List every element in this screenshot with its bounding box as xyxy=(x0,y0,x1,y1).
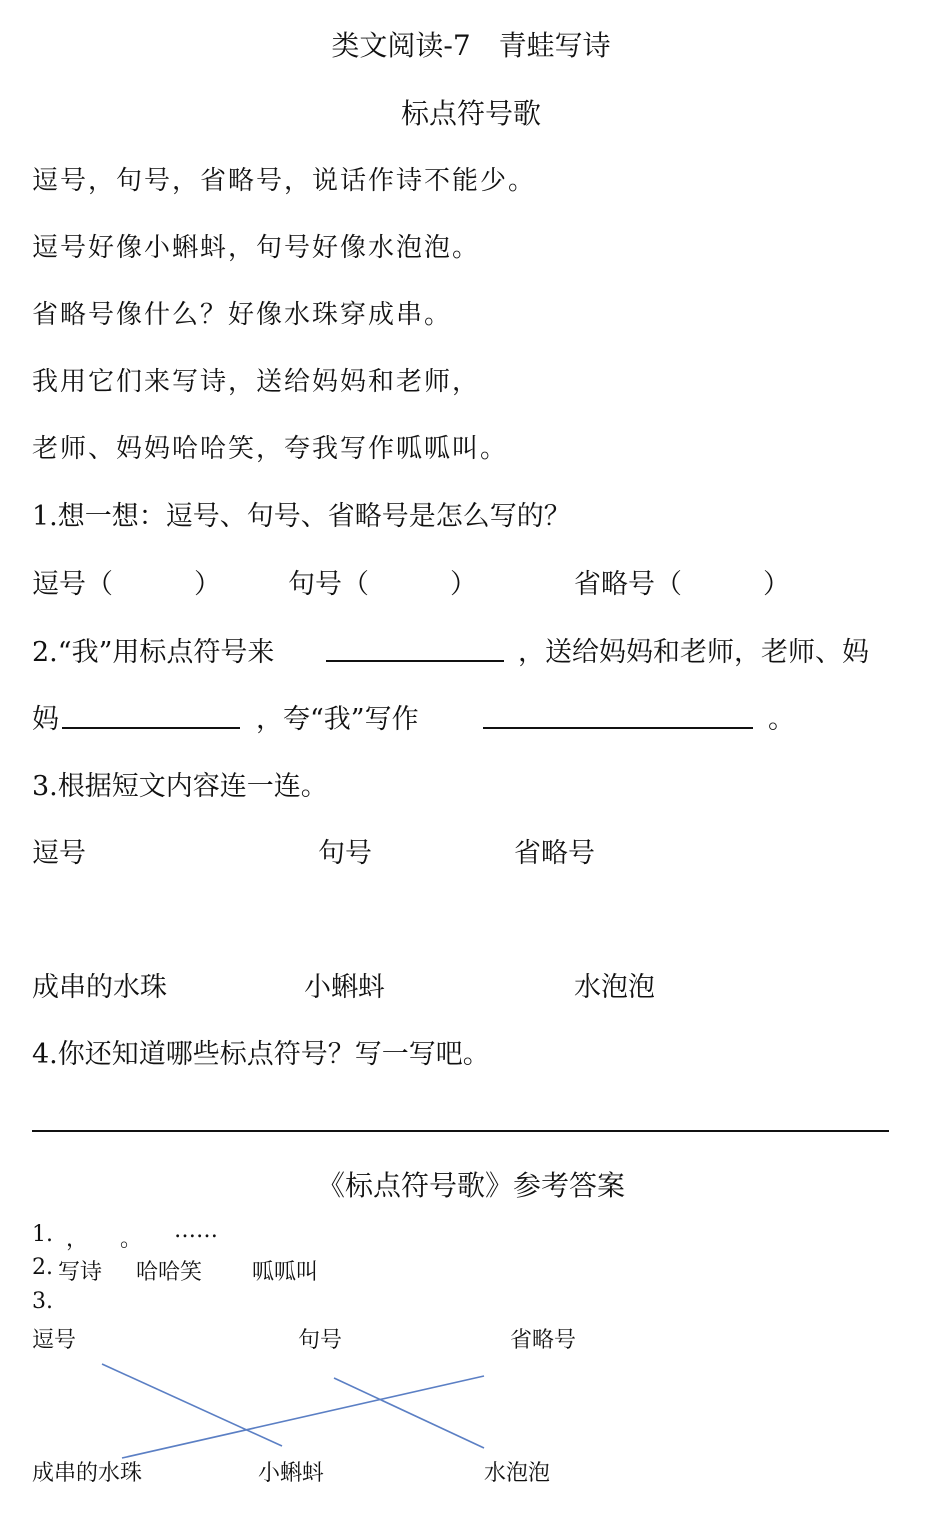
q1-ellipsis-item[interactable]: 省略号（ ） xyxy=(574,569,790,600)
q1-period-item[interactable]: 句号（ ） xyxy=(288,569,477,600)
q2-text-3: 妈 xyxy=(32,704,59,735)
q3-bottom-water-beads[interactable]: 成串的水珠 xyxy=(32,972,167,1003)
answer-1-period: 。 xyxy=(120,1227,143,1252)
q3-top-ellipsis[interactable]: 省略号 xyxy=(514,838,595,869)
page-title: 类文阅读-7 青蛙写诗 xyxy=(331,29,611,62)
q3-bottom-bubbles[interactable]: 水泡泡 xyxy=(574,972,655,1003)
connector-period-to-bubbles xyxy=(334,1378,484,1448)
q3-top-comma[interactable]: 逗号 xyxy=(32,838,86,869)
answer-2-item-1: 写诗 xyxy=(58,1260,103,1285)
answer-1-label: 1. xyxy=(32,1222,53,1247)
answer-2-item-2: 哈哈笑 xyxy=(136,1260,203,1285)
poem-line-1: 逗号，句号，省略号，说话作诗不能少。 xyxy=(32,166,537,196)
q2-text-1: 2.“我”用标点符号来 xyxy=(32,637,275,668)
q1-comma-item[interactable]: 逗号（ ） xyxy=(32,569,221,600)
q2-text-5: 。 xyxy=(768,704,795,735)
question-3: 3.根据短文内容连一连。 xyxy=(32,771,328,802)
answer-3-bottom-tadpole: 小蝌蚪 xyxy=(258,1461,325,1486)
q2-text-2: ，送给妈妈和老师，老师、妈 xyxy=(518,637,869,668)
q2-text-4: ，夸“我”写作 xyxy=(256,704,419,735)
answer-3-bottom-water-beads: 成串的水珠 xyxy=(32,1461,143,1486)
question-4: 4.你还知道哪些标点符号？写一写吧。 xyxy=(32,1039,490,1070)
answer-2-label: 2. xyxy=(32,1255,53,1280)
answer-1-ellipsis: …… xyxy=(174,1218,218,1243)
answer-2-item-3: 呱呱叫 xyxy=(252,1260,319,1285)
question-1: 1.想一想：逗号、句号、省略号是怎么写的？ xyxy=(32,501,571,532)
q3-bottom-tadpole[interactable]: 小蝌蚪 xyxy=(304,972,385,1003)
answer-3-top-ellipsis: 省略号 xyxy=(510,1328,577,1353)
connector-ellipsis-to-water-beads xyxy=(122,1376,484,1458)
answer-1-comma: ， xyxy=(66,1227,89,1252)
poem-line-3: 省略号像什么？好像水珠穿成串。 xyxy=(32,300,453,330)
poem-line-2: 逗号好像小蝌蚪，句号好像水泡泡。 xyxy=(32,233,481,263)
poem-title: 标点符号歌 xyxy=(400,97,541,130)
answer-3-bottom-bubbles: 水泡泡 xyxy=(484,1461,551,1486)
q3-top-period[interactable]: 句号 xyxy=(318,838,372,869)
poem-line-4: 我用它们来写诗，送给妈妈和老师， xyxy=(32,367,481,397)
answer-3-label: 3. xyxy=(32,1289,53,1314)
connector-comma-to-tadpole xyxy=(102,1364,282,1446)
poem-line-5: 老师、妈妈哈哈笑，夸我写作呱呱叫。 xyxy=(32,434,509,464)
answers-title: 《标点符号歌》参考答案 xyxy=(316,1169,625,1202)
answer-3-top-period: 句号 xyxy=(298,1328,343,1353)
answer-3-top-comma: 逗号 xyxy=(32,1328,77,1353)
